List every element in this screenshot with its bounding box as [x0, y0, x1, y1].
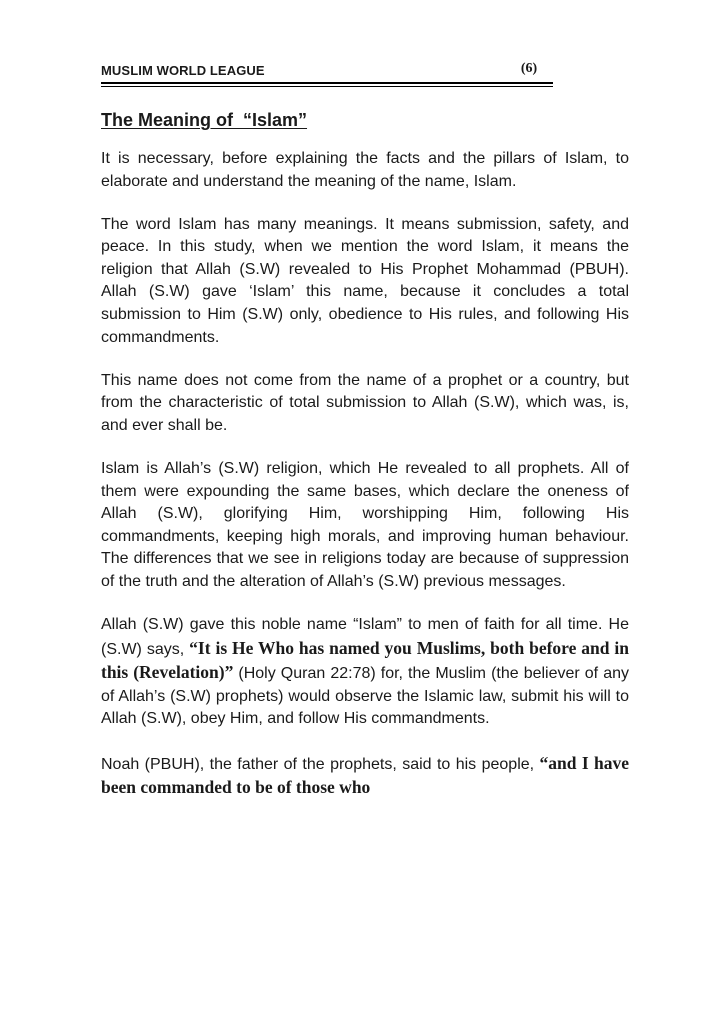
paragraph [101, 614, 629, 731]
paragraph-text: Allah (S.W) gave this noble name “Islam” to men of faith for all time. He (S.W) says, [101, 616, 629, 658]
page-number: (6) [520, 61, 538, 76]
paragraph-text: Noah (PBUH), the father of the prophets, said to his people, [101, 755, 540, 773]
header-title: MUSLIM WORLD LEAGUE [101, 63, 265, 78]
header-rule-thin [101, 86, 553, 87]
header-rule-thick [101, 82, 553, 84]
paragraph: It is necessary, before explaining the facts and the pillars of Islam, to elaborate and understand the meaning of the name, Islam. [101, 150, 629, 190]
paragraph-text: (Holy Quran 22:78) for, the Muslim (the believer of any of Allah’s (S.W) prophets) would observe the Islamic law, submit his will to Allah (S.W), obey Him, and follow His commandments. [101, 665, 629, 728]
paragraph: This name does not come from the name of a prophet or a country, but from the characteristic of total submission to Allah (S.W), which was, is, and ever shall be. [101, 371, 629, 434]
paragraph: Islam is Allah’s (S.W) religion, which He revealed to all prophets. All of them were expounding the same bases, which declare the oneness of Allah (S.W), glorifying Him, worshipping Him, following His commandments, keeping high morals, and improving human behaviour. The differences that we see in religions today are because of suppression of the truth and the alteration of Allah’s (S.W) previous messages. [101, 460, 629, 590]
body-text [101, 148, 629, 821]
paragraph [101, 752, 629, 801]
quran-quote: “It is He Who has named you Muslims, both before and in this (Revelation)” [101, 637, 630, 683]
section-heading: The Meaning of “Islam” [101, 110, 308, 130]
page-header [101, 63, 553, 93]
paragraph: The word Islam has many meanings. It means submission, safety, and peace. In this study, when we mention the word Islam, it means the religion that Allah (S.W) revealed to His Prophet Mohammad (PBUH). Allah (S.W) gave ‘Islam’ this name, because it concludes a total submission to Him (S.W) only, obedience to His rules, and following His commandments. [101, 215, 629, 346]
quran-quote: “and I have been commanded to be of those who [101, 752, 630, 798]
